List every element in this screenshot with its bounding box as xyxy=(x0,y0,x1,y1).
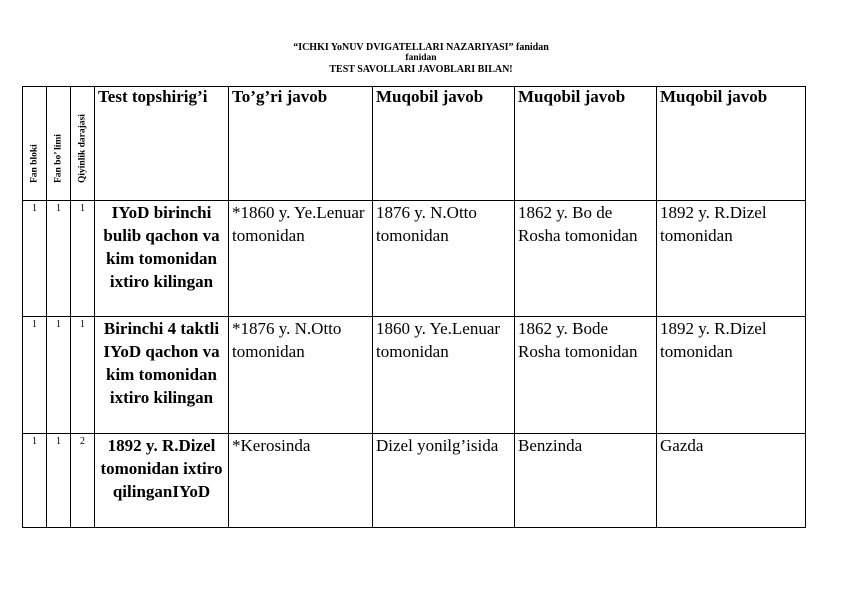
cell-blok: 1 xyxy=(23,317,47,434)
document-title: “ICHKI YoNUV DVIGATELLARI NAZARIYASI” fanidan xyxy=(293,42,549,53)
cell-muqobil-1: 1876 y. N.Otto tomonidan xyxy=(373,201,515,317)
cell-savol: Birinchi 4 taktli IYoD qachon va kim tomonidan ixtiro kilingan xyxy=(95,317,229,434)
cell-muqobil-1: Dizel yonilg’isida xyxy=(373,434,515,528)
cell-muqobil-3: 1892 y. R.Dizel tomonidan xyxy=(657,317,806,434)
cell-muqobil-2: 1862 y. Bode Rosha tomonidan xyxy=(515,317,657,434)
cell-daraja: 1 xyxy=(71,317,95,434)
table-row xyxy=(23,434,806,528)
cell-muqobil-2: 1862 y. Bo de Rosha tomonidan xyxy=(515,201,657,317)
col-header-test-topshirigi: Test topshirig’i xyxy=(95,87,229,201)
document-heading: TEST SAVOLLARI JAVOBLARI BILAN! xyxy=(329,64,513,75)
cell-blok: 1 xyxy=(23,434,47,528)
col-header-fan-bloki: Fan bloki xyxy=(23,87,47,201)
table-header-row xyxy=(23,87,806,201)
col-header-muqobil-javob-3: Muqobil javob xyxy=(657,87,806,201)
col-header-qiyinlik-darajasi: Qiyinlik darajasi xyxy=(71,87,95,201)
cell-muqobil-3: 1892 y. R.Dizel tomonidan xyxy=(657,201,806,317)
cell-muqobil-2: Benzinda xyxy=(515,434,657,528)
cell-togri-javob: *Kerosinda xyxy=(229,434,373,528)
cell-bolim: 1 xyxy=(47,317,71,434)
col-header-muqobil-javob-1: Muqobil javob xyxy=(373,87,515,201)
col-header-togri-javob: To’g’ri javob xyxy=(229,87,373,201)
document-subtitle: fanidan xyxy=(405,53,437,63)
table-row xyxy=(23,201,806,317)
col-header-muqobil-javob-2: Muqobil javob xyxy=(515,87,657,201)
test-table xyxy=(22,86,806,528)
cell-daraja: 2 xyxy=(71,434,95,528)
cell-blok: 1 xyxy=(23,201,47,317)
cell-muqobil-3: Gazda xyxy=(657,434,806,528)
cell-bolim: 1 xyxy=(47,201,71,317)
table-row xyxy=(23,317,806,434)
cell-savol: IYoD birinchi bulib qachon va kim tomonidan ixtiro kilingan xyxy=(95,201,229,317)
cell-daraja: 1 xyxy=(71,201,95,317)
cell-togri-javob: *1860 y. Ye.Lenuar tomonidan xyxy=(229,201,373,317)
col-header-fan-bolimi: Fan bo’ limi xyxy=(47,87,71,201)
cell-togri-javob: *1876 y. N.Otto tomonidan xyxy=(229,317,373,434)
cell-muqobil-1: 1860 y. Ye.Lenuar tomonidan xyxy=(373,317,515,434)
cell-savol: 1892 y. R.Dizel tomonidan ixtiro qilinganIYoD xyxy=(95,434,229,528)
cell-bolim: 1 xyxy=(47,434,71,528)
